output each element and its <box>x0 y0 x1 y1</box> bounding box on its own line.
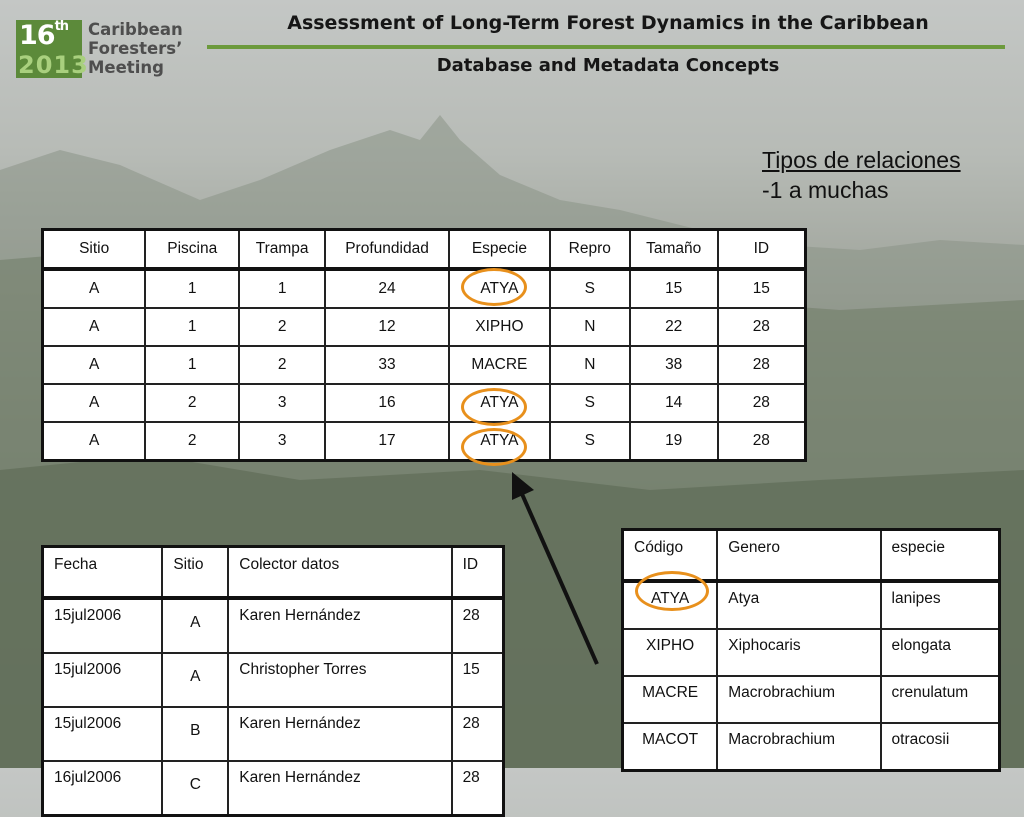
logo-year: 2013 <box>18 51 89 79</box>
table-row <box>43 598 504 653</box>
table-cell: elongata <box>881 629 1000 676</box>
table-row <box>43 707 504 761</box>
highlight-ring <box>461 428 527 466</box>
table-cell: Macrobrachium <box>717 676 880 723</box>
highlight-ring <box>461 388 527 426</box>
column-header: especie <box>881 530 1000 582</box>
table-row <box>623 676 1000 723</box>
table-cell: 17 <box>325 422 449 461</box>
table-cell: 28 <box>452 598 504 653</box>
table-cell: A <box>43 269 146 308</box>
table-cell: MACRE <box>449 346 550 384</box>
table-cell: A <box>43 384 146 422</box>
table-cell: 1 <box>145 308 239 346</box>
table-cell: 15 <box>630 269 718 308</box>
table-cell: ATYA <box>449 422 550 461</box>
table-cell: 3 <box>239 422 325 461</box>
column-header: Tamaño <box>630 230 718 270</box>
page-subtitle: Database and Metadata Concepts <box>436 55 780 76</box>
table-row <box>43 761 504 816</box>
column-header: Sitio <box>162 547 228 599</box>
table-cell: N <box>550 308 630 346</box>
table-cell: 1 <box>145 269 239 308</box>
relation-note-heading: Tipos de relaciones <box>762 147 961 173</box>
table-cell: 28 <box>718 308 806 346</box>
table-row <box>43 422 806 461</box>
table-cell: crenulatum <box>881 676 1000 723</box>
table-row <box>43 346 806 384</box>
table-cell: 1 <box>145 346 239 384</box>
table-cell: S <box>550 269 630 308</box>
table-cell: S <box>550 384 630 422</box>
column-header: ID <box>718 230 806 270</box>
table-cell: 3 <box>239 384 325 422</box>
table-cell: 28 <box>718 422 806 461</box>
table-cell: 38 <box>630 346 718 384</box>
table-cell: Christopher Torres <box>228 653 451 707</box>
table-header-row <box>43 547 504 599</box>
highlight-ring <box>461 268 527 306</box>
table-row <box>623 629 1000 676</box>
table-cell: 2 <box>239 308 325 346</box>
table-cell: B <box>162 707 228 761</box>
column-header: Piscina <box>145 230 239 270</box>
column-header: Código <box>623 530 718 582</box>
table-cell: 19 <box>630 422 718 461</box>
table-cell: Macrobrachium <box>717 723 880 771</box>
table-cell: ATYA <box>449 384 550 422</box>
column-header: Sitio <box>43 230 146 270</box>
table-row <box>43 269 806 308</box>
table-cell: 28 <box>718 346 806 384</box>
logo-edition <box>19 20 68 51</box>
table-cell: XIPHO <box>623 629 718 676</box>
logo-edition-number: 16 <box>19 20 55 51</box>
table-cell: 28 <box>718 384 806 422</box>
table-cell: otracosii <box>881 723 1000 771</box>
table-cell: A <box>43 346 146 384</box>
table-row <box>43 653 504 707</box>
table-cell: Karen Hernández <box>228 598 451 653</box>
table-cell: 1 <box>239 269 325 308</box>
table-cell: A <box>43 308 146 346</box>
table-cell: N <box>550 346 630 384</box>
collection-table <box>41 545 505 817</box>
table-cell: 33 <box>325 346 449 384</box>
table-cell: MACOT <box>623 723 718 771</box>
table-cell: 16jul2006 <box>43 761 163 816</box>
table-cell: A <box>162 598 228 653</box>
column-header: Fecha <box>43 547 163 599</box>
table-cell: Xiphocaris <box>717 629 880 676</box>
logo-name-line3: Meeting <box>88 58 164 77</box>
logo-name-line1: Caribbean <box>88 20 183 39</box>
table-cell: Karen Hernández <box>228 707 451 761</box>
table-row <box>43 308 806 346</box>
table-row <box>623 723 1000 771</box>
table-cell: A <box>43 422 146 461</box>
logo-name-line2: Foresters’ <box>88 39 183 58</box>
relation-note-type: -1 a muchas <box>762 177 889 203</box>
table-cell: 16 <box>325 384 449 422</box>
table-cell: MACRE <box>623 676 718 723</box>
column-header: Trampa <box>239 230 325 270</box>
table-cell: 2 <box>145 384 239 422</box>
column-header: ID <box>452 547 504 599</box>
table-cell: A <box>162 653 228 707</box>
logo-name <box>88 20 218 77</box>
highlight-ring <box>635 571 709 611</box>
table-cell: ATYA <box>623 581 718 629</box>
table-cell: 28 <box>452 707 504 761</box>
table-header-row <box>43 230 806 270</box>
column-header: Especie <box>449 230 550 270</box>
table-cell: 15 <box>718 269 806 308</box>
column-header: Colector datos <box>228 547 451 599</box>
table-row <box>43 384 806 422</box>
page-title: Assessment of Long-Term Forest Dynamics in the Caribbean <box>287 12 929 34</box>
column-header: Profundidad <box>325 230 449 270</box>
table-cell: 2 <box>145 422 239 461</box>
table-cell: S <box>550 422 630 461</box>
logo-edition-suffix: th <box>54 19 69 34</box>
table-cell: Karen Hernández <box>228 761 451 816</box>
table-cell: XIPHO <box>449 308 550 346</box>
table-cell: 22 <box>630 308 718 346</box>
table-cell: 12 <box>325 308 449 346</box>
table-cell: 15jul2006 <box>43 707 163 761</box>
table-cell: lanipes <box>881 581 1000 629</box>
column-header: Repro <box>550 230 630 270</box>
table-cell: Atya <box>717 581 880 629</box>
table-cell: 2 <box>239 346 325 384</box>
table-cell: 28 <box>452 761 504 816</box>
species-table <box>621 528 1001 772</box>
meeting-logo <box>16 20 216 80</box>
table-cell: 14 <box>630 384 718 422</box>
main-data-table <box>41 228 807 462</box>
table-cell: ATYA <box>449 269 550 308</box>
table-cell: 15 <box>452 653 504 707</box>
table-cell: C <box>162 761 228 816</box>
column-header: Genero <box>717 530 880 582</box>
table-cell: 15jul2006 <box>43 598 163 653</box>
table-cell: 15jul2006 <box>43 653 163 707</box>
table-cell: 24 <box>325 269 449 308</box>
relation-note <box>762 145 961 205</box>
title-divider <box>207 45 1005 49</box>
